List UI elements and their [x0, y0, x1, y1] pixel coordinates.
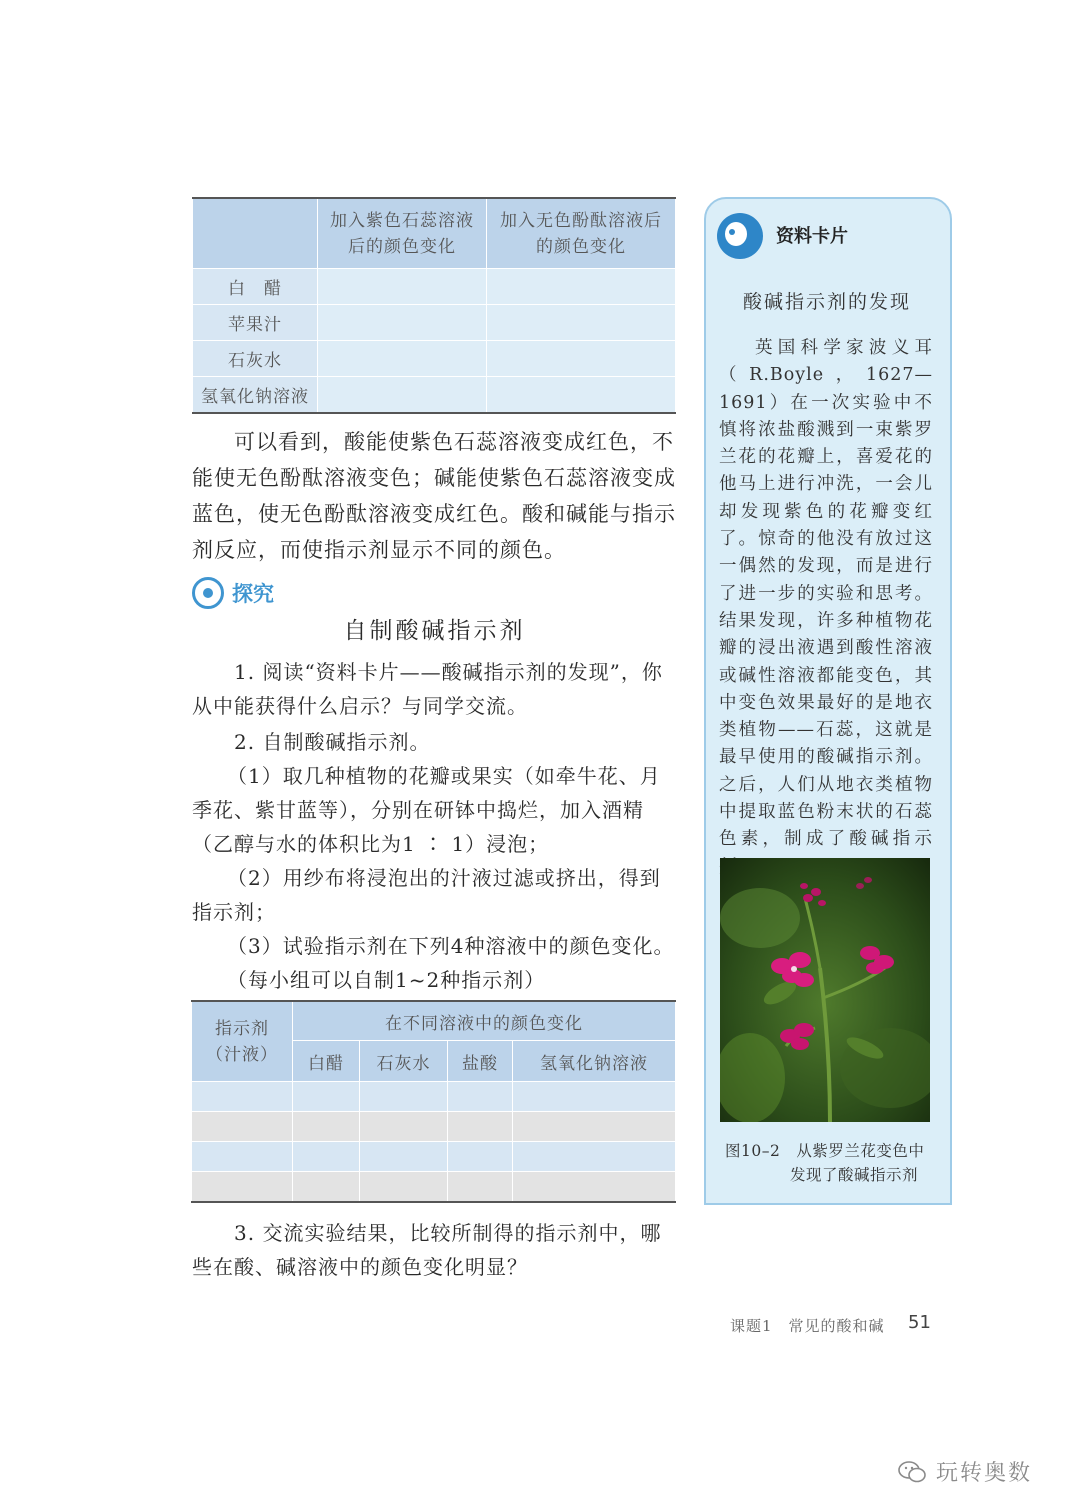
wechat-icon: [898, 1460, 926, 1484]
row-label-naoh: 氢氧化钠溶液: [193, 377, 318, 414]
figure-caption-line2: 发现了酸碱指示剂: [790, 1166, 919, 1184]
table-cell: [318, 341, 487, 377]
table-row: [192, 1142, 676, 1172]
table-cell: [318, 305, 487, 341]
violet-flower-photo: [720, 858, 930, 1122]
table-row: [192, 1112, 676, 1142]
step-2-2: （2）用纱布将浸泡出的汁液过滤或挤出，得到指示剂；: [192, 866, 661, 924]
info-card-body: 英国科学家波义耳（R.Boyle，1627—1691）在一次实验中不慎将浓盐酸溅到一束紫罗兰花的花瓣上，喜爱花的他马上进行冲洗，一会儿却发现紫色的花瓣变红了。惊奇的他没有放过这一偶然的发现，而是进行了进一步的实验和思考。结果发现，许多种植物花瓣的浸出液遇到酸性溶液或碱性溶液都能变色，其中变色效果最好的是地衣类植物——石蕊，这就是最早使用的酸碱指示剂。之后，人们从地衣类植物中提取蓝色粉末状的石蕊色素，制成了酸碱指示: [719, 338, 933, 850]
step-3: 3. 交流实验结果，比较所制得的指示剂中，哪些在酸、碱溶液中的颜色变化明显？: [192, 1221, 662, 1279]
table-cell: [487, 305, 676, 341]
table-header-group: 在不同溶液中的颜色变化: [293, 1001, 676, 1041]
row-label-limewater: 石灰水: [193, 341, 318, 377]
table-cell: [487, 377, 676, 414]
row-label-apple-juice: 苹果汁: [193, 305, 318, 341]
info-card-icon: [717, 213, 763, 259]
table-cell: [318, 377, 487, 414]
table-cell: [318, 269, 487, 305]
explore-title: 自制酸碱指示剂: [343, 618, 526, 644]
table-subheader-naoh: 氢氧化钠溶液: [513, 1041, 676, 1082]
explore-heading: [192, 575, 274, 611]
observation-table: [192, 197, 676, 414]
table-subheader-limewater: 石灰水: [360, 1041, 448, 1082]
table-subheader-vinegar: 白醋: [293, 1041, 360, 1082]
target-icon: [192, 577, 224, 609]
table-subheader-hcl: 盐酸: [448, 1041, 513, 1082]
table-header-empty: [193, 198, 318, 269]
table-cell: [487, 341, 676, 377]
step-note: （每小组可以自制1~2种指示剂）: [227, 968, 546, 992]
table-header-phenolphthalein: 加入无色酚酞溶液后的颜色变化: [487, 198, 676, 269]
watermark-text: 玩转奥数: [936, 1461, 1033, 1486]
table-header-indicator: 指示剂（汁液）: [192, 1001, 293, 1082]
table-header-litmus: 加入紫色石蕊溶液后的颜色变化: [318, 198, 487, 269]
watermark: [898, 1456, 1032, 1487]
step-2: 2. 自制酸碱指示剂。: [234, 730, 431, 754]
step-1: 1. 阅读“资料卡片——酸碱指示剂的发现”，你从中能获得什么启示？与同学交流。: [192, 660, 663, 718]
table-cell: [487, 269, 676, 305]
figure-caption-line1: 图10–2 从紫罗兰花变色中: [725, 1142, 925, 1160]
explore-label: 探究: [232, 582, 274, 606]
running-footer: 课题1 常见的酸和碱: [730, 1317, 885, 1335]
info-card-heading: 酸碱指示剂的发现: [742, 291, 911, 313]
indicator-table: [191, 1000, 676, 1203]
table-row: [192, 1172, 676, 1203]
page-number: 51: [908, 1312, 931, 1333]
step-2-3: （3）试验指示剂在下列4种溶液中的颜色变化。: [227, 934, 675, 958]
table-row: [192, 1082, 676, 1112]
step-2-1: （1）取几种植物的花瓣或果实（如牵牛花、月季花、紫甘蓝等），分别在研钵中捣烂，加入酒精（乙醇与水的体积比为1 ∶ 1）浸泡；: [192, 764, 661, 856]
conclusion-paragraph: 可以看到，酸能使紫色石蕊溶液变成红色，不能使无色酚酞溶液变色；碱能使紫色石蕊溶液变成蓝色，使无色酚酞溶液变成红色。酸和碱能与指示剂反应，而使指示剂显示不同的颜色。: [192, 430, 676, 562]
row-label-vinegar: 白 醋: [193, 269, 318, 305]
info-card-title: 资料卡片: [776, 226, 848, 247]
